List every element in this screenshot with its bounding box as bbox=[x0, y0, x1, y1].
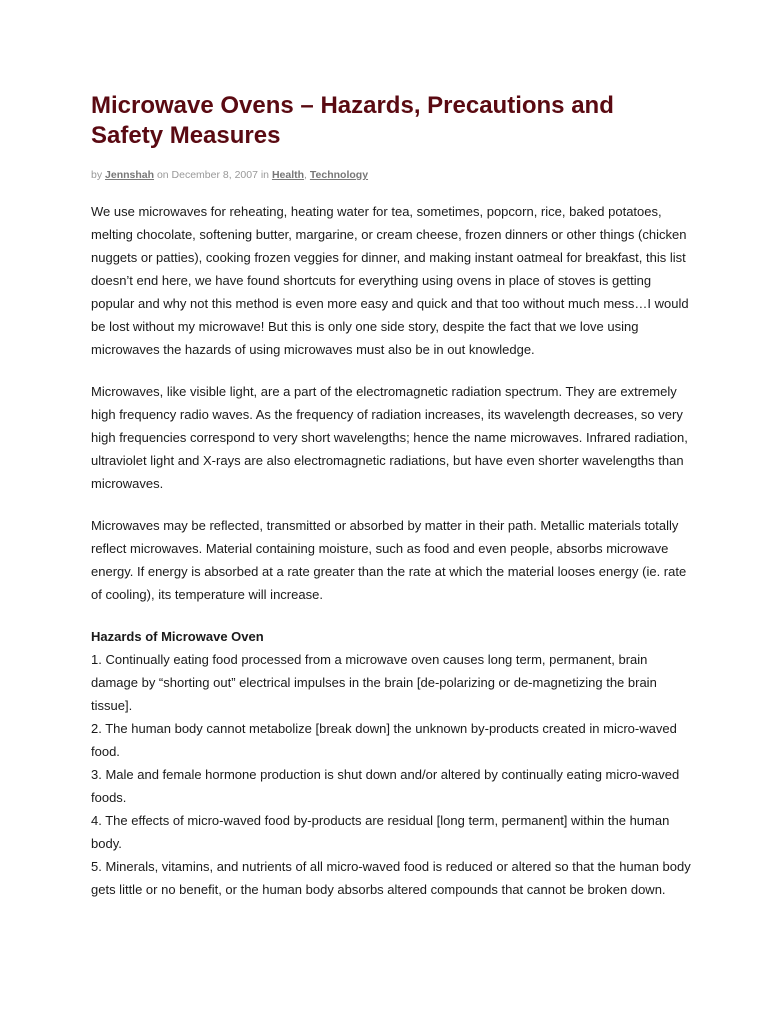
hazard-item: 5. Minerals, vitamins, and nutrients of all micro-waved food is reduced or altered so that the human body gets little or no benefit, or the human body absorbs altered compounds that cannot be broken down. bbox=[91, 859, 691, 897]
hazards-list bbox=[91, 648, 691, 901]
author-link[interactable]: Jennshah bbox=[105, 169, 155, 181]
meta-date: on December 8, 2007 in bbox=[156, 169, 270, 181]
hazard-item: 1. Continually eating food processed from a microwave oven causes long term, permanent, brain damage by “shorting out” electrical impulses in the brain [de-polarizing or de-magnetizing the brain tissue]. bbox=[91, 652, 657, 713]
article-title: Microwave Ovens – Hazards, Precautions and Safety Measures bbox=[91, 92, 614, 149]
hazard-item: 2. The human body cannot metabolize [break down] the unknown by-products created in micro-waved food. bbox=[91, 721, 677, 759]
category-link-technology[interactable]: Technology bbox=[309, 169, 369, 181]
meta-separator: , bbox=[304, 169, 307, 181]
hazards-heading: Hazards of Microwave Oven bbox=[91, 629, 264, 644]
paragraph-electromagnetic: Microwaves, like visible light, are a part of the electromagnetic radiation spectrum. They are extremely high frequency radio waves. As the frequency of radiation increases, its wavelength decreases, so very high frequencies correspond to very short wavelengths; hence the name microwaves. Infrared radiation, ultraviolet light and X-rays are also electromagnetic radiations, but have even shorter wavelengths than microwaves. bbox=[91, 384, 688, 491]
article-body bbox=[91, 200, 691, 901]
category-link-health[interactable]: Health bbox=[271, 169, 305, 181]
hazard-item: 3. Male and female hormone production is shut down and/or altered by continually eating micro-waved foods. bbox=[91, 767, 680, 805]
paragraph-intro: We use microwaves for reheating, heating water for tea, sometimes, popcorn, rice, baked potatoes, melting chocolate, softening butter, margarine, or cream cheese, frozen dinners or other things (chicken nuggets or patties), cooking frozen veggies for dinner, and making instant oatmeal for breakfast, this list doesn’t end here, we have found shortcuts for everything using ovens in place of stoves is getting popular and why not this method is even more easy and quick and that too without much mess…I would be lost without my microwave! But this is only one side story, despite the fact that we love using microwaves the hazards of using microwaves must also be in out knowledge. bbox=[91, 204, 689, 357]
meta-by: by bbox=[91, 169, 103, 181]
article-meta bbox=[91, 168, 368, 182]
paragraph-absorption: Microwaves may be reflected, transmitted or absorbed by matter in their path. Metallic materials totally reflect microwaves. Material containing moisture, such as food and even people, absorbs microwave energy. If energy is absorbed at a rate greater than the rate at which the material looses energy (ie. rate of cooling), its temperature will increase. bbox=[91, 518, 687, 602]
hazard-item: 4. The effects of micro-waved food by-products are residual [long term, permanent] within the human body. bbox=[91, 813, 670, 851]
